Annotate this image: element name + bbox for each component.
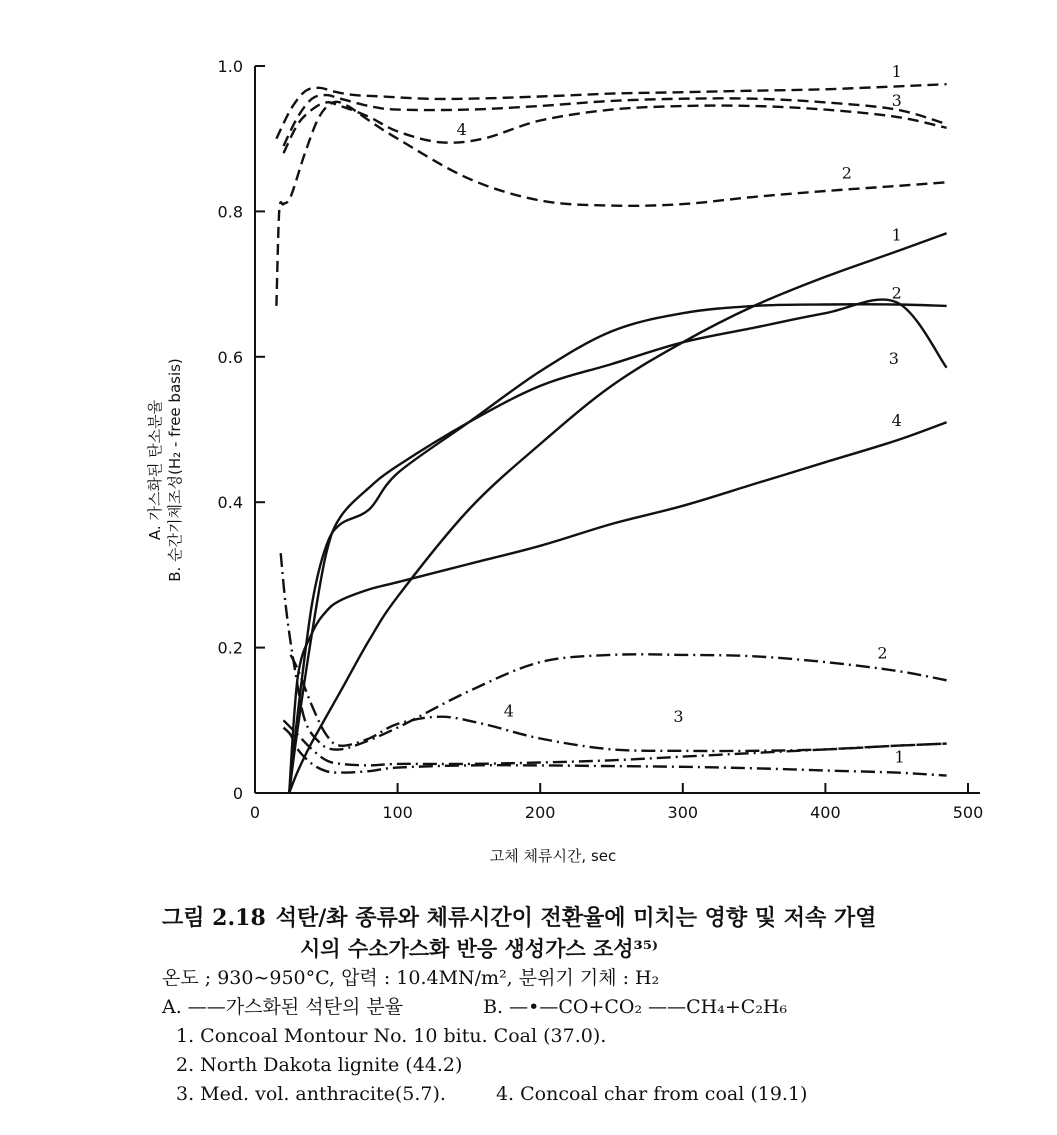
curve-label: 1 [891, 61, 902, 81]
curve-label: 4 [456, 120, 467, 140]
caption-title-line2: 시의 수소가스화 반응 생성가스 조성³⁵⁾ [300, 936, 659, 961]
y-axis-title-b: B. 순간기체조성(H₂ - free basis) [166, 358, 184, 582]
x-tick-label: 0 [249, 803, 261, 822]
x-axis-title: 고체 체류시간, sec [489, 847, 617, 865]
series-line-b-co-3 [284, 95, 947, 146]
caption-legend [162, 993, 1022, 1022]
series-line-b-ch4-4 [291, 655, 947, 751]
figure-number: 그림 2.18 [162, 905, 266, 931]
caption-item-2: 2. North Dakota lignite (44.2) [176, 1054, 463, 1076]
y-tick-label: 0 [232, 784, 243, 803]
y-tick-label: 0.4 [217, 493, 243, 513]
caption-title [162, 902, 1022, 934]
series-line-b-co-2 [276, 102, 946, 306]
caption-item-3: 3. Med. vol. anthracite(5.7). [176, 1083, 446, 1105]
curve-label: 4 [503, 701, 514, 721]
y-tick-label: 1.0 [217, 57, 243, 76]
x-tick-label: 200 [524, 803, 556, 822]
x-tick-label: 500 [952, 803, 984, 822]
series-line-b-ch4-2 [281, 553, 947, 750]
series-line-a-3 [289, 300, 946, 793]
caption-legend-a: A. ——가스화된 석탄의 분율 [162, 996, 404, 1018]
curve-label: 4 [891, 410, 902, 430]
chart-curve-labels [457, 62, 905, 767]
curve-label: 1 [894, 747, 905, 767]
x-tick-label: 400 [810, 803, 841, 822]
series-line-a-2 [289, 304, 946, 793]
curve-label: 2 [877, 643, 888, 663]
x-tick-label: 100 [382, 803, 413, 822]
x-tick-label: 300 [667, 803, 699, 822]
curve-label: 2 [841, 163, 852, 183]
caption-title-line1: 석탄/촤 종류와 체류시간이 전환율에 미치는 영향 및 저속 가열 [275, 905, 877, 931]
y-tick-label: 0.8 [217, 202, 243, 222]
y-axis-title-a: A. 가스화된 탄소분율 [146, 399, 164, 541]
curve-label: 3 [888, 349, 899, 369]
chart-series [276, 84, 946, 793]
curve-label: 1 [891, 225, 902, 245]
y-tick-label: 0.2 [217, 638, 243, 658]
figure-caption [162, 902, 1022, 1109]
caption-item-row-3 [162, 1080, 1022, 1109]
curve-label: 2 [891, 283, 902, 303]
series-line-a-1 [289, 233, 946, 793]
series-line-a-4 [289, 422, 946, 793]
caption-conditions: 온도 ; 930∼950°C, 압력 : 10.4MN/m², 분위기 기체 : H₂ [162, 967, 660, 989]
curve-label: 3 [891, 90, 902, 110]
series-line-b-ch4-3 [284, 720, 947, 765]
caption-item-4: 4. Concoal char from coal (19.1) [495, 1083, 808, 1105]
caption-item-1: 1. Concoal Montour No. 10 bitu. Coal (37.0). [176, 1025, 607, 1047]
curve-label: 3 [673, 706, 684, 726]
series-line-b-co-4 [284, 102, 947, 153]
caption-legend-b: B. —•—CO+CO₂ ——CH₄+C₂H₆ [483, 996, 788, 1018]
y-tick-label: 0.6 [217, 347, 243, 367]
